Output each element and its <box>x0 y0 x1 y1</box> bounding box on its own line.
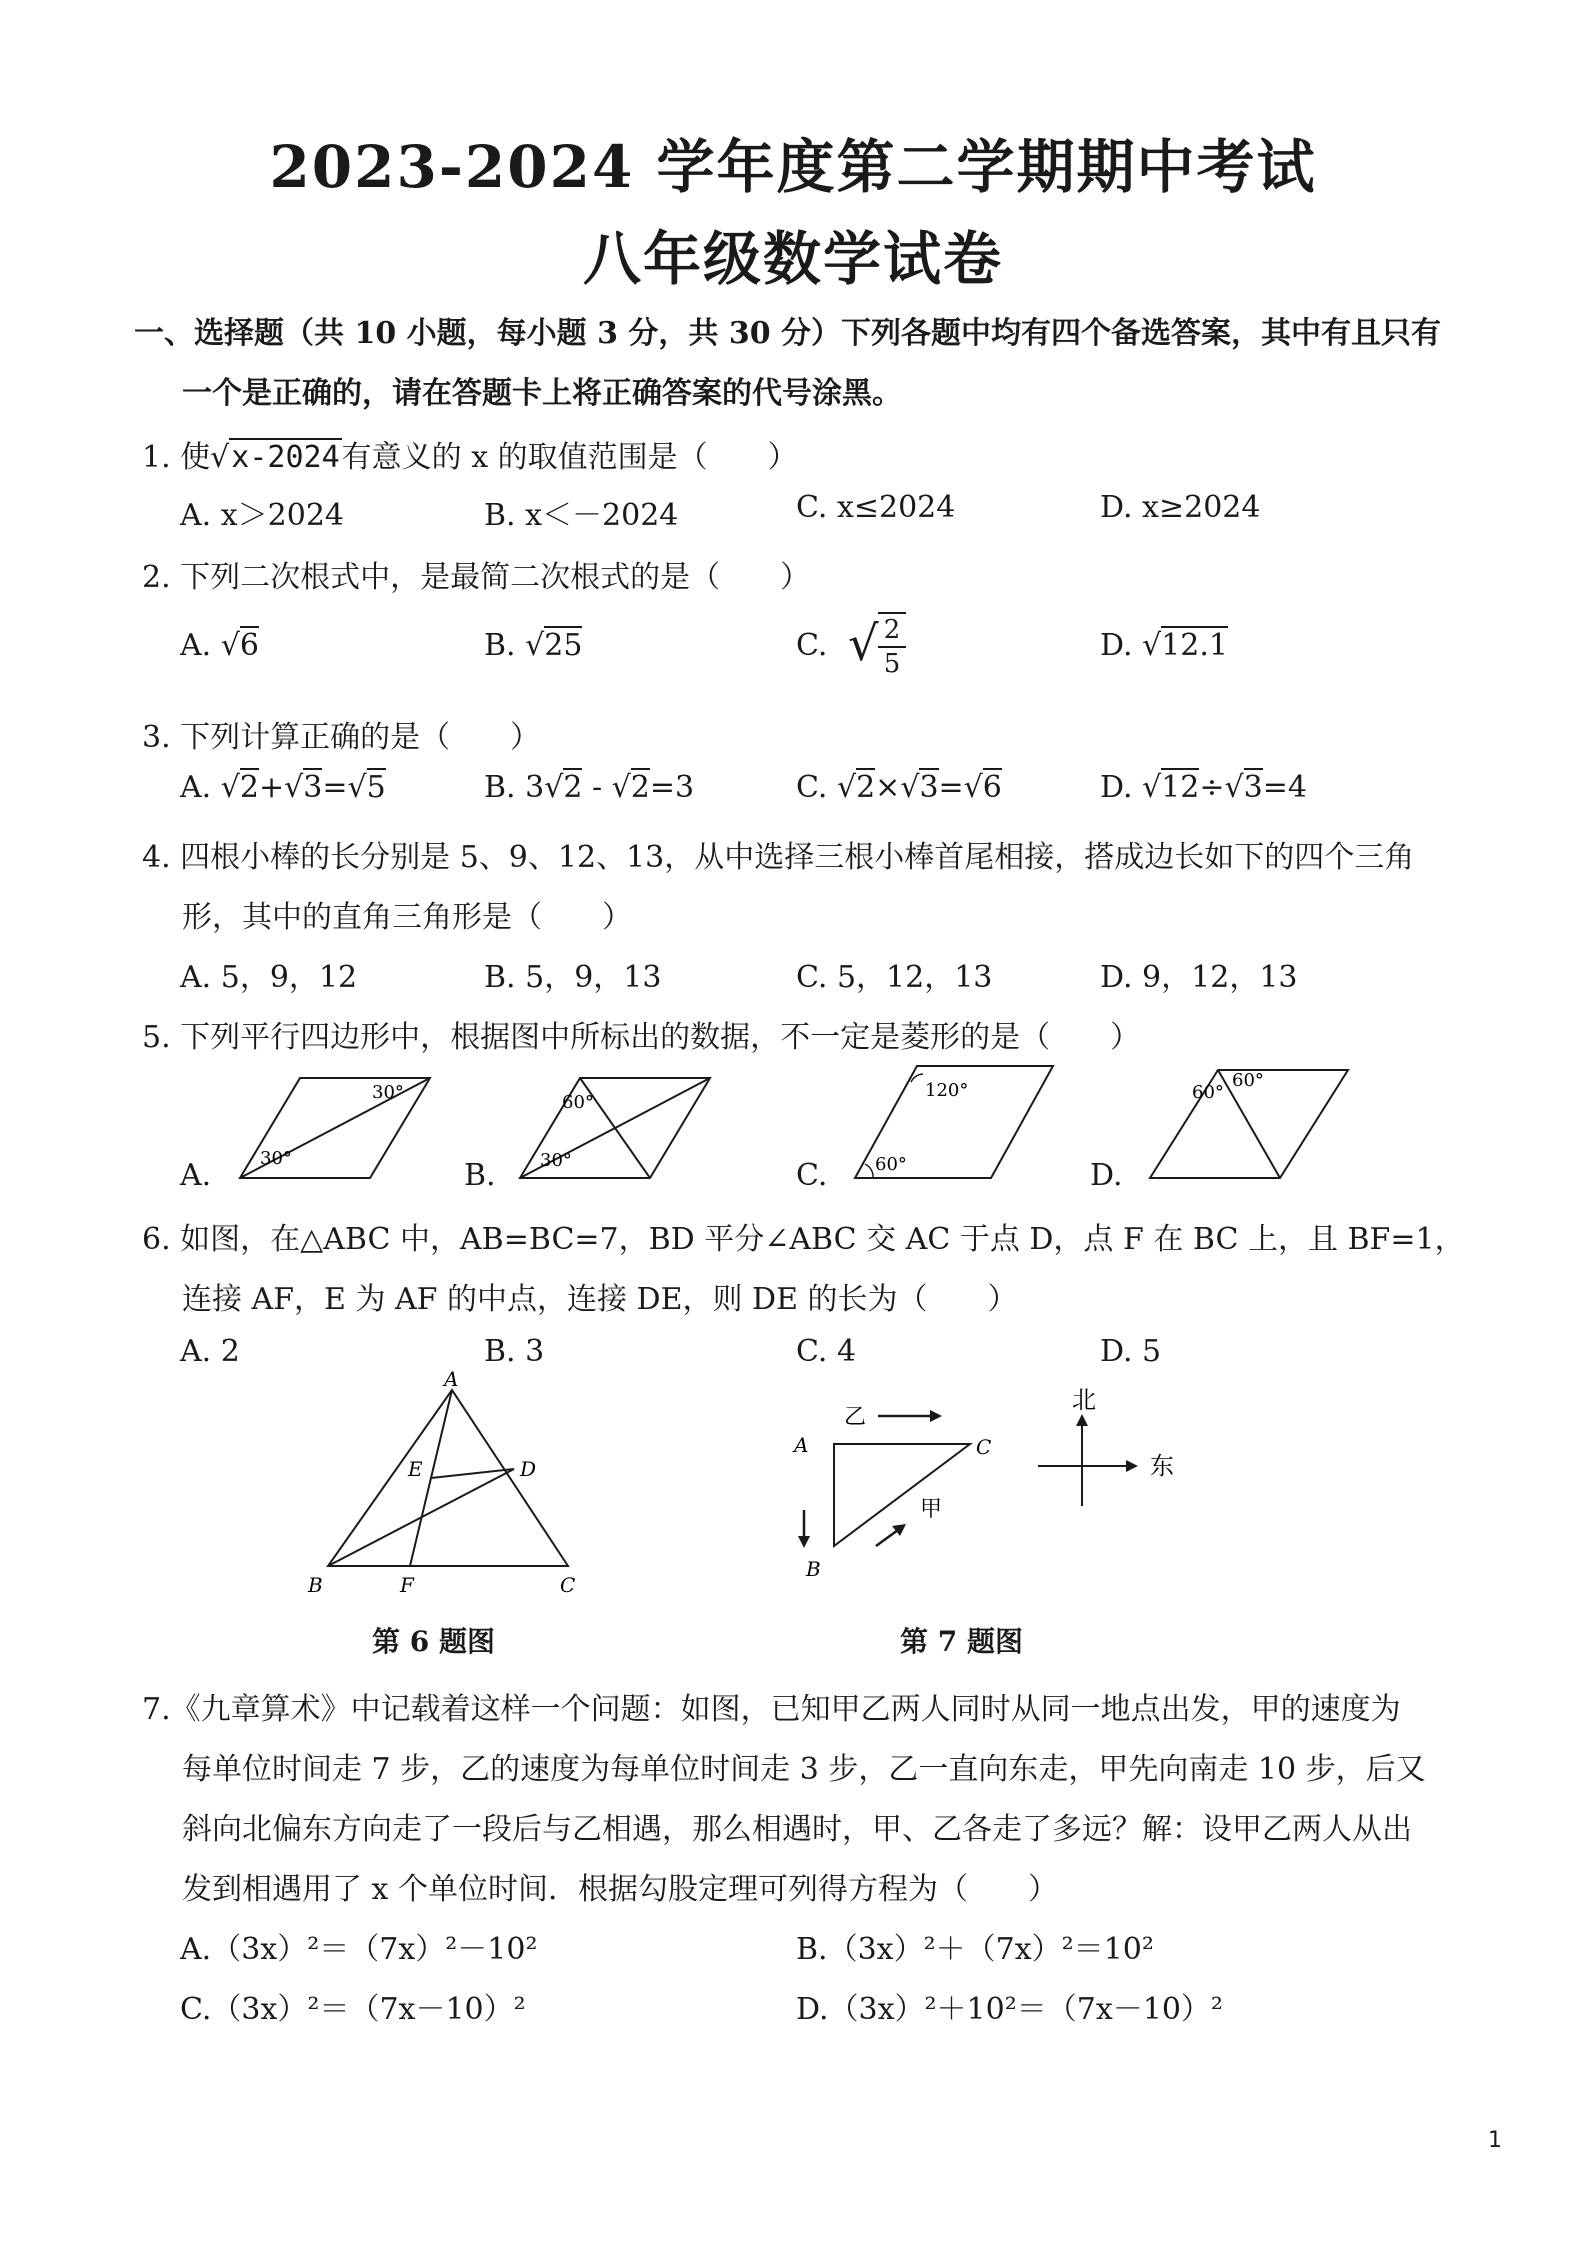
q7-line1: 7.《九章算术》中记载着这样一个问题：如图，已知甲乙两人同时从同一地点出发，甲的速度为 <box>142 1692 1401 1727</box>
q3-c-eq: = <box>938 770 964 805</box>
q7-compass-east-arrowhead <box>1126 1460 1138 1472</box>
q2-option-c[interactable] <box>796 612 901 686</box>
q6-point-f: F <box>400 1573 414 1597</box>
q6-option-d[interactable]: D. 5 <box>1100 1334 1162 1369</box>
q3-option-b[interactable]: B. 3√2 - √2=3 <box>484 770 695 805</box>
q7-arrowhead-yi <box>930 1410 942 1422</box>
q1-option-b[interactable]: B. x＜－2024 <box>484 498 679 533</box>
q3-b-result: =3 <box>649 770 695 805</box>
page-number: 1 <box>1488 2128 1502 2153</box>
q5-c-angle-arc-bottom <box>865 1164 873 1178</box>
q2-c-label: C. <box>796 628 828 663</box>
q7-compass-north: 北 <box>1072 1386 1096 1414</box>
q5-figure-d <box>1140 1064 1360 1190</box>
q6-figure <box>300 1367 600 1610</box>
q1-stem <box>142 432 798 476</box>
q7-figure-caption: 第 7 题图 <box>900 1625 1023 1658</box>
q7-line3: 斜向北偏东方向走了一段后与乙相遇，那么相遇时，甲、乙各走了多远？解：设甲乙两人从出 <box>182 1812 1412 1847</box>
q2-d-label: D. <box>1100 628 1133 663</box>
q3-option-a[interactable]: A. √2+√3=√5 <box>180 770 386 805</box>
q7-line2: 每单位时间走 7 步，乙的速度为每单位时间走 3 步，乙一直向东走，甲先向南走 10 步，后又 <box>182 1752 1426 1787</box>
q7-option-d[interactable]: D.（3x）²＋10²＝（7x－10）² <box>796 1992 1223 2027</box>
exam-subtitle: 八年级数学试卷 <box>582 225 1003 293</box>
q7-figure <box>780 1380 1220 1580</box>
q5-d-angle-right: 60° <box>1232 1070 1264 1091</box>
q3-b-op: - <box>582 770 612 805</box>
q3-c-label: C. <box>796 770 828 805</box>
q1-option-d[interactable]: D. x≥2024 <box>1100 490 1261 525</box>
q5-a-angle-top: 30° <box>372 1082 404 1103</box>
q3-c-result: 6 <box>982 770 1002 805</box>
q2-c-fraction <box>878 612 906 680</box>
q3-d-term2: 3 <box>1243 770 1263 805</box>
q3-a-label: A. <box>180 770 212 805</box>
exam-title: 2023-2024 学年度第二学期期中考试 <box>269 133 1317 201</box>
section-header-line2: 一个是正确的，请在答题卡上将正确答案的代号涂黑。 <box>182 376 902 411</box>
q5-c-angle-bottom: 60° <box>875 1154 907 1175</box>
q5-option-a[interactable]: A. <box>180 1158 212 1193</box>
q7-arrowhead-south <box>798 1536 810 1548</box>
q1-prefix: 1. 使 <box>142 440 211 475</box>
q7-option-b[interactable]: B.（3x）²＋（7x）²＝10² <box>796 1932 1154 1967</box>
q3-d-term1: 12 <box>1161 770 1200 805</box>
q6-line1: 6. 如图，在△ABC 中，AB=BC=7，BD 平分∠ABC 交 AC 于点 D，点 F 在 BC 上，且 BF=1， <box>142 1222 1465 1257</box>
q6-point-e: E <box>408 1457 423 1481</box>
q6-option-b[interactable]: B. 3 <box>484 1334 545 1369</box>
q4-option-a[interactable]: A. 5，9，12 <box>180 960 358 995</box>
q3-option-c[interactable]: C. √2×√3=√6 <box>796 770 1002 805</box>
q3-d-result: =4 <box>1262 770 1307 805</box>
q7-label-jia: 甲 <box>920 1497 943 1522</box>
q6-line2: 连接 AF，E 为 AF 的中点，连接 DE，则 DE 的长为（ ） <box>182 1282 1018 1317</box>
q4-option-b[interactable]: B. 5，9，13 <box>484 960 662 995</box>
q3-a-term1: 2 <box>239 770 259 805</box>
q2-c-numerator: 2 <box>878 614 906 648</box>
q2-stem: 2. 下列二次根式中，是最简二次根式的是（ ） <box>142 560 811 595</box>
q7-point-c: C <box>976 1435 992 1459</box>
q2-option-d[interactable]: D. √12.1 <box>1100 628 1228 663</box>
q5-figure-a <box>230 1068 440 1188</box>
q7-line4: 发到相遇用了 x 个单位时间．根据勾股定理可列得方程为（ ） <box>182 1872 1058 1907</box>
q5-d-angle-left: 60° <box>1192 1082 1224 1103</box>
q4-option-c[interactable]: C. 5，12，13 <box>796 960 993 995</box>
q3-option-d[interactable]: D. √12÷√3=4 <box>1100 770 1307 805</box>
q7-point-a: A <box>794 1433 809 1457</box>
q4-line1: 4. 四根小棒的长分别是 5、9、12、13，从中选择三根小棒首尾相接，搭成边长如下的四个三角 <box>142 840 1415 875</box>
q5-option-c[interactable]: C. <box>796 1158 828 1193</box>
q6-option-a[interactable]: A. 2 <box>180 1334 240 1369</box>
q2-option-a[interactable]: A. √6 <box>180 628 259 663</box>
q3-a-result: 5 <box>366 770 386 805</box>
q2-d-radicand: 12.1 <box>1161 628 1228 663</box>
q7-compass-east: 东 <box>1150 1452 1174 1480</box>
q7-compass-north-arrowhead <box>1076 1414 1088 1426</box>
q2-a-radicand: 6 <box>239 628 259 663</box>
q7-label-yi: 乙 <box>844 1405 867 1430</box>
q7-point-b: B <box>806 1557 821 1581</box>
q6-point-c: C <box>560 1573 576 1597</box>
q5-b-angle-bottom: 30° <box>540 1150 572 1171</box>
q6-point-b: B <box>308 1573 323 1597</box>
q7-option-a[interactable]: A.（3x）²＝（7x）²－10² <box>180 1932 538 1967</box>
q4-line2: 形，其中的直角三角形是（ ） <box>182 900 632 935</box>
q3-b-label: B. <box>484 770 516 805</box>
q5-figure-b <box>510 1068 720 1188</box>
q3-c-term1: 2 <box>856 770 876 805</box>
q3-d-op: ÷ <box>1199 770 1225 805</box>
q1-radicand: x-2024 <box>231 440 340 475</box>
q2-a-label: A. <box>180 628 212 663</box>
q2-b-radicand: 25 <box>544 628 583 663</box>
q3-d-label: D. <box>1100 770 1133 805</box>
q4-option-d[interactable]: D. 9，12，13 <box>1100 960 1298 995</box>
q5-option-b[interactable]: B. <box>464 1158 496 1193</box>
q3-b-term2: 2 <box>630 770 650 805</box>
q2-option-b[interactable]: B. √25 <box>484 628 583 663</box>
q2-b-label: B. <box>484 628 516 663</box>
q3-c-op: × <box>875 770 901 805</box>
q3-a-term2: 3 <box>303 770 323 805</box>
q3-stem: 3. 下列计算正确的是（ ） <box>142 720 541 755</box>
q6-option-c[interactable]: C. 4 <box>796 1334 857 1369</box>
q5-c-angle-top: 120° <box>925 1080 969 1101</box>
q6-point-a: A <box>444 1367 459 1391</box>
q6-point-d: D <box>520 1457 537 1481</box>
q1-sqrt-icon: √ <box>210 440 230 475</box>
q2-c-denominator: 5 <box>883 649 901 679</box>
q6-segment-de <box>431 1469 514 1478</box>
q1-option-a[interactable]: A. x＞2024 <box>180 498 345 533</box>
q7-option-c[interactable]: C.（3x）²＝（7x－10）² <box>180 1992 526 2027</box>
q7-arrow-jia <box>876 1530 898 1546</box>
q5-figure-c <box>845 1060 1065 1190</box>
q3-a-op: + <box>258 770 285 805</box>
q6-figure-caption: 第 6 题图 <box>372 1625 495 1658</box>
q2-c-sqrt-icon: √ <box>848 616 879 672</box>
q1-option-c[interactable]: C. x≤2024 <box>796 490 956 525</box>
q5-option-d[interactable]: D. <box>1090 1158 1123 1193</box>
q3-c-term2: 3 <box>919 770 939 805</box>
q3-b-coef: 3 <box>525 770 545 805</box>
q5-stem: 5. 下列平行四边形中，根据图中所标出的数据，不一定是菱形的是（ ） <box>142 1020 1141 1055</box>
q3-b-term1: 2 <box>563 770 583 805</box>
section-header-line1: 一、选择题（共 10 小题，每小题 3 分，共 30 分）下列各题中均有四个备选答案，其中有且只有 <box>134 316 1442 351</box>
q5-b-angle-top: 60° <box>562 1092 594 1113</box>
q3-a-eq: = <box>322 770 348 805</box>
q5-a-angle-bottom: 30° <box>260 1148 292 1169</box>
q1-suffix: 有意义的 x 的取值范围是（ ） <box>341 440 798 475</box>
